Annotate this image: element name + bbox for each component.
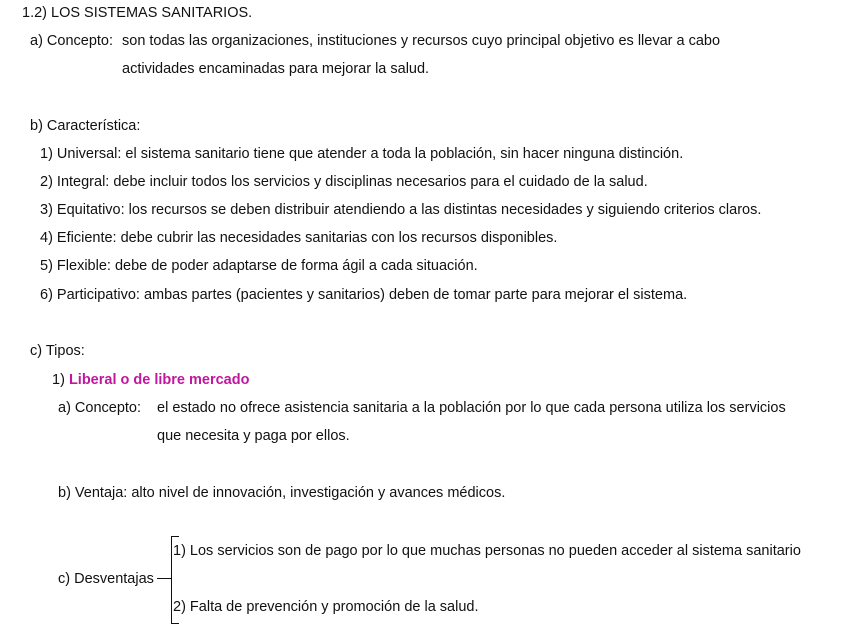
concept-label: a) Concepto: bbox=[30, 33, 114, 49]
concept-text-line-2: actividades encaminadas para mejorar la salud. bbox=[122, 61, 430, 77]
characteristic-item: 6) Participativo: ambas partes (pacientes y sanitarios) deben de tomar parte para mejorar el sistema. bbox=[40, 287, 688, 303]
disadvantages-label: c) Desventajas bbox=[58, 571, 154, 587]
disadvantage-item: 1) Los servicios son de pago por lo que muchas personas no pueden acceder al sistema sanitario bbox=[173, 543, 801, 559]
type-1-heading bbox=[52, 371, 249, 389]
type-concept-line-1: el estado no ofrece asistencia sanitaria a la población por lo que cada persona utiliza los servicios bbox=[157, 400, 786, 416]
characteristic-item: 2) Integral: debe incluir todos los servicios y disciplinas necesarios para el cuidado de la salud. bbox=[40, 174, 648, 190]
type-1-number: 1) bbox=[52, 372, 65, 388]
type-concept-label: a) Concepto: bbox=[58, 400, 142, 416]
disadvantage-item: 2) Falta de prevención y promoción de la salud. bbox=[173, 599, 479, 615]
type-advantage: b) Ventaja: alto nivel de innovación, investigación y avances médicos. bbox=[58, 485, 506, 501]
characteristics-label: b) Característica: bbox=[30, 118, 141, 134]
type-1-name: Liberal o de libre mercado bbox=[68, 372, 250, 388]
concept-text-line-1: son todas las organizaciones, instituciones y recursos cuyo principal objetivo es llevar a cabo bbox=[122, 33, 721, 49]
characteristic-item: 1) Universal: el sistema sanitario tiene que atender a toda la población, sin hacer ninguna distinción. bbox=[40, 146, 684, 162]
type-concept-line-2: que necesita y paga por ellos. bbox=[157, 428, 350, 444]
characteristic-item: 5) Flexible: debe de poder adaptarse de forma ágil a cada situación. bbox=[40, 258, 478, 274]
brace-connector bbox=[157, 578, 171, 579]
characteristic-item: 4) Eficiente: debe cubrir las necesidades sanitarias con los recursos disponibles. bbox=[40, 230, 558, 246]
characteristic-item: 3) Equitativo: los recursos se deben distribuir atendiendo a las distintas necesidades y siguiendo criterios claros. bbox=[40, 202, 762, 218]
section-heading: 1.2) LOS SISTEMAS SANITARIOS. bbox=[22, 5, 253, 21]
types-label: c) Tipos: bbox=[30, 343, 85, 359]
